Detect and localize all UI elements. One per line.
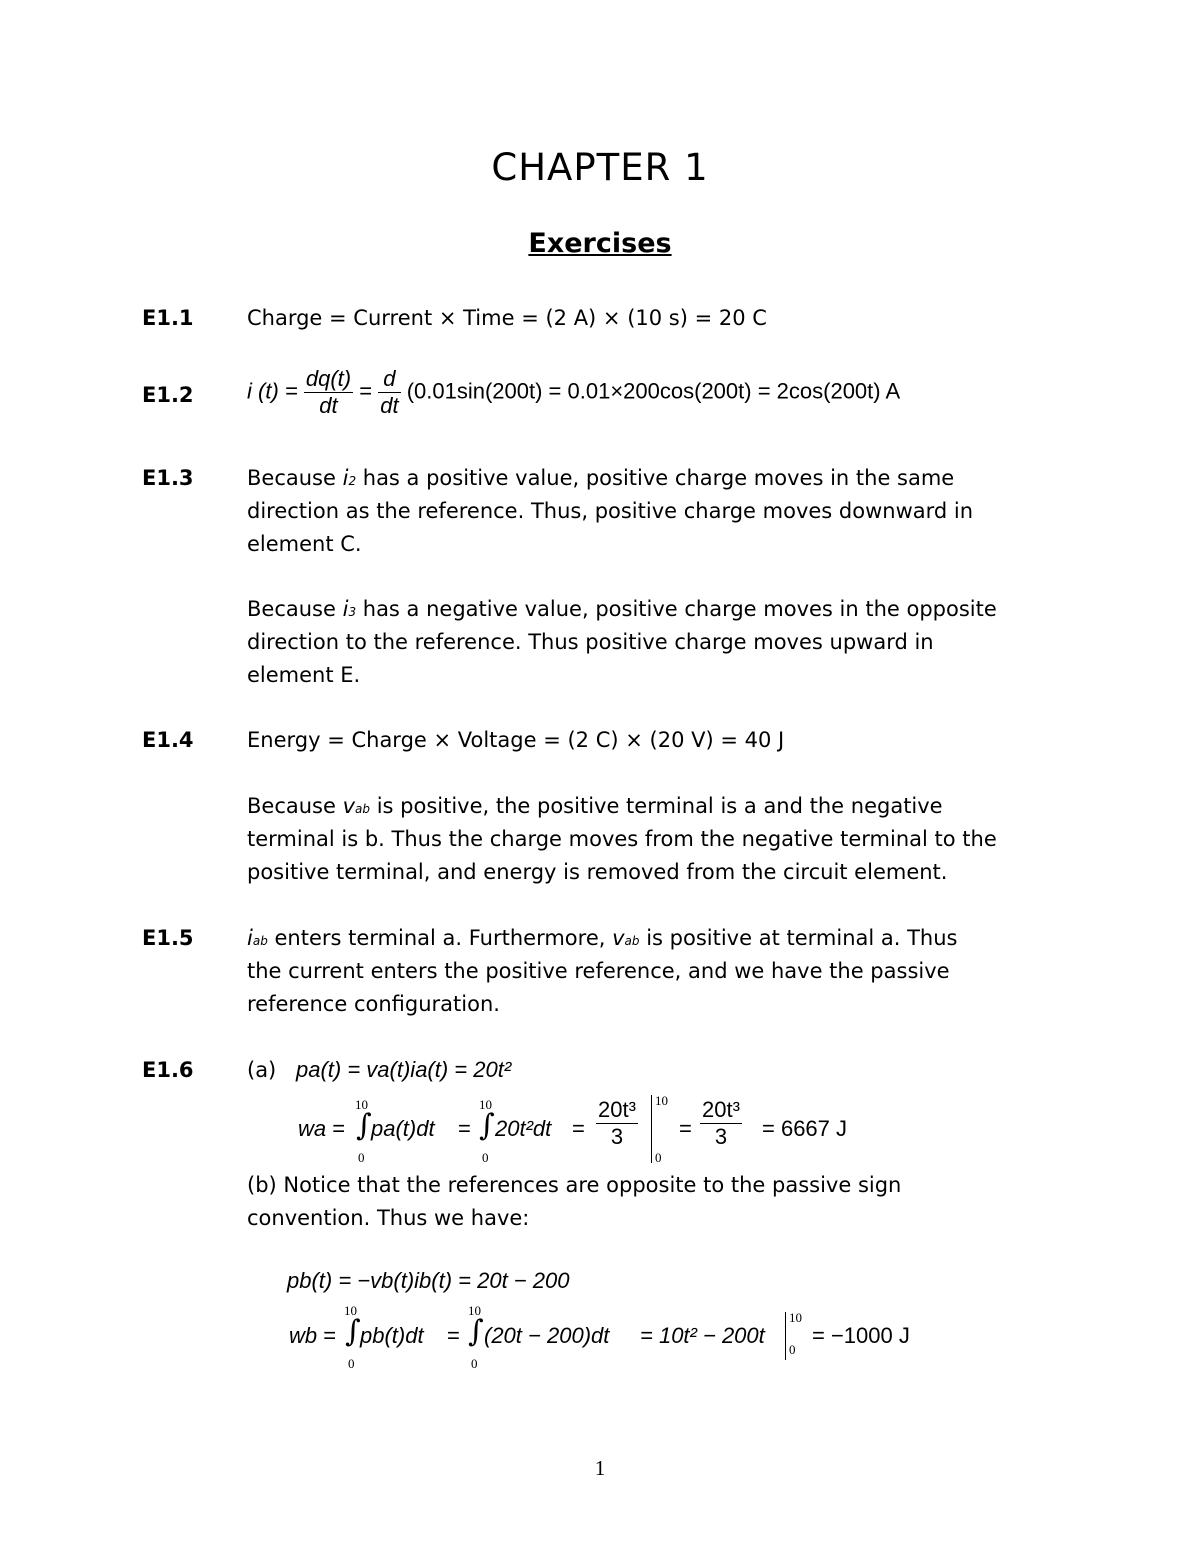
- e1-2-frac1-den: dt: [319, 393, 338, 418]
- e1-6-part-a-label: (a): [247, 1058, 277, 1082]
- e1-3-para2-line2: direction to the reference. Thus positive charge moves upward in: [247, 630, 934, 654]
- e1-6-b-int1-lower: 0: [348, 1356, 355, 1371]
- e1-6-a-integrand1: pa(t)dt: [371, 1116, 435, 1141]
- e1-6-b-int2-upper: 10: [468, 1303, 481, 1318]
- text-run: Because: [247, 466, 343, 490]
- voltage-variable: v: [342, 794, 356, 818]
- evaluation-bar: [785, 1312, 786, 1360]
- evaluation-bar: [651, 1095, 652, 1163]
- e1-6-b-line1: (b) Notice that the references are opposite to the passive sign: [247, 1173, 902, 1197]
- e1-6-a-eq-sign: =: [572, 1116, 585, 1141]
- e1-6-b-int1-upper: 10: [344, 1303, 357, 1318]
- e1-6-a-power-equation: pa(t) = va(t)ia(t) = 20t²: [296, 1057, 512, 1082]
- subscript: 2: [348, 474, 357, 488]
- e1-2-fraction-dq-dt: [304, 366, 353, 419]
- e1-5-line1: [247, 926, 957, 950]
- fraction-denominator: 3: [610, 1124, 624, 1149]
- e1-6-a-integrand2: 20t²dt: [495, 1116, 552, 1141]
- e1-4-para-line2: terminal is b. Thus the charge moves from the negative terminal to the: [247, 827, 997, 851]
- e1-6-b-antiderivative: = 10t² − 200t: [640, 1323, 765, 1348]
- integral-sign-icon: ∫: [356, 1108, 372, 1143]
- e1-6-a-result: = 6667 J: [762, 1116, 848, 1141]
- e1-6-b-integrand1: pb(t)dt: [360, 1323, 424, 1348]
- e1-6-b-eval-upper: 10: [789, 1310, 802, 1325]
- e1-2-rhs: (0.01sin(200t) = 0.01×200cos(200t) = 2cos(200t) A: [406, 378, 901, 404]
- e1-3-para1-line1: [247, 466, 954, 490]
- text-run: is positive, the positive terminal is a and the negative: [370, 794, 943, 818]
- current-variable: i: [342, 466, 349, 490]
- e1-1-text: Charge = Current × Time = (2 A) × (10 s) = 20 C: [247, 306, 767, 330]
- text-run: is positive at terminal a. Thus: [639, 926, 958, 950]
- text-run: has a negative value, positive charge moves in the opposite: [356, 597, 997, 621]
- e1-2-frac1-num: dq(t): [305, 366, 352, 391]
- e1-4-para-line1: [247, 794, 943, 818]
- e1-3-para2-line3: element E.: [247, 663, 361, 687]
- e1-2-frac2-num: d: [378, 366, 400, 393]
- e1-2-fraction-d-dt: [378, 366, 400, 419]
- energy-variable: wa: [298, 1116, 327, 1141]
- fraction-denominator: 3: [714, 1124, 728, 1149]
- e1-6-a-int2-lower: 0: [482, 1150, 489, 1165]
- chapter-title: CHAPTER 1: [491, 146, 709, 189]
- e1-3-para1-line3: element C.: [247, 532, 362, 556]
- e1-6-b-int2-lower: 0: [471, 1356, 478, 1371]
- exercise-label-e1-5: E1.5: [142, 926, 194, 950]
- exercise-label-e1-1: E1.1: [142, 306, 194, 330]
- e1-6-b-integrand2: (20t − 200)dt: [484, 1323, 610, 1348]
- exercise-label-e1-3: E1.3: [142, 466, 194, 490]
- e1-6-b-energy-label: wb =: [289, 1323, 337, 1348]
- page-number: 1: [594, 1456, 606, 1480]
- e1-2-equation: [247, 366, 900, 419]
- e1-6-a-eval-upper: 10: [655, 1093, 668, 1108]
- exercise-label-e1-6: E1.6: [142, 1058, 194, 1082]
- exercise-label-e1-2: E1.2: [142, 383, 194, 407]
- e1-2-lhs: i (t) =: [247, 378, 298, 404]
- e1-6-a-fraction2: [700, 1097, 742, 1150]
- text-run: Because: [247, 794, 343, 818]
- e1-6-a-int1-lower: 0: [358, 1150, 365, 1165]
- energy-variable: wb: [289, 1323, 318, 1348]
- e1-6-a-int1-upper: 10: [355, 1097, 368, 1112]
- subscript: ab: [355, 802, 371, 816]
- integral-sign-icon: ∫: [479, 1108, 495, 1143]
- exercise-label-e1-4: E1.4: [142, 728, 194, 752]
- subscript: 3: [348, 605, 357, 619]
- e1-6-b-eq-sign: =: [447, 1323, 460, 1348]
- e1-3-para1-line2: direction as the reference. Thus, positive charge moves downward in: [247, 499, 974, 523]
- text-run: Because: [247, 597, 343, 621]
- fraction-numerator: 20t³: [702, 1097, 740, 1122]
- e1-4-para-line3: positive terminal, and energy is removed from the circuit element.: [247, 860, 948, 884]
- e1-5-line3: reference configuration.: [247, 992, 500, 1016]
- e1-4-line1: Energy = Charge × Voltage = (2 C) × (20 V) = 40 J: [247, 728, 785, 752]
- e1-6-a-eq-sign: =: [679, 1116, 692, 1141]
- e1-6-b-eval-lower: 0: [789, 1342, 796, 1357]
- integral-sign-icon: ∫: [345, 1314, 361, 1349]
- e1-6-a-eval-lower: 0: [655, 1150, 662, 1165]
- section-title: Exercises: [528, 228, 672, 259]
- e1-5-line2: the current enters the positive reference, and we have the passive: [247, 959, 950, 983]
- e1-6-b-result: = −1000 J: [812, 1323, 910, 1348]
- voltage-variable: v: [612, 926, 625, 950]
- e1-2-frac2-den: dt: [380, 393, 399, 418]
- e1-2-equals: =: [359, 378, 373, 404]
- subscript: ab: [624, 934, 640, 948]
- e1-6-b-power-equation: pb(t) = −vb(t)ib(t) = 20t − 200: [287, 1268, 570, 1293]
- fraction-numerator: 20t³: [598, 1097, 636, 1122]
- e1-6-a-eq-sign: =: [458, 1116, 471, 1141]
- e1-6-a-int2-upper: 10: [479, 1097, 492, 1112]
- e1-6-b-line2: convention. Thus we have:: [247, 1206, 530, 1230]
- e1-6-a-fraction1: [596, 1097, 638, 1150]
- integral-sign-icon: ∫: [468, 1314, 484, 1349]
- e1-6-a-energy-label: wa =: [298, 1116, 346, 1141]
- e1-3-para2-line1: [247, 597, 997, 621]
- current-variable: i: [247, 926, 253, 950]
- text-run: enters terminal a. Furthermore,: [267, 926, 613, 950]
- subscript: ab: [252, 934, 268, 948]
- current-variable: i: [342, 597, 349, 621]
- text-run: has a positive value, positive charge moves in the same: [356, 466, 955, 490]
